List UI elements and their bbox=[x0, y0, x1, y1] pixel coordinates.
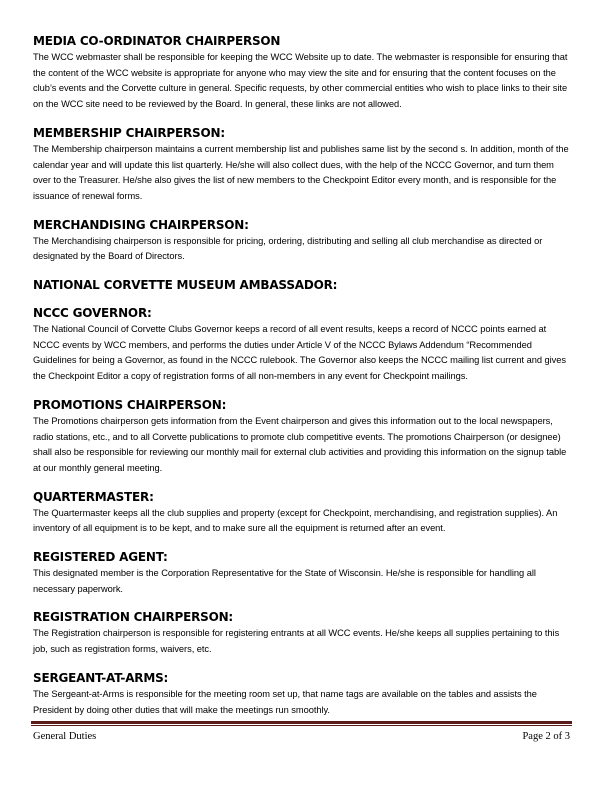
section-heading: SERGEANT-AT-ARMS: bbox=[33, 670, 169, 685]
section-museum-ambassador bbox=[33, 277, 573, 293]
section-heading: QUARTERMASTER: bbox=[33, 489, 154, 504]
section-body: This designated member is the Corporation Representative for the State of Wisconsin. He/she is responsible for handling all necessary paperwork. bbox=[33, 568, 536, 594]
section-heading: PROMOTIONS CHAIRPERSON: bbox=[33, 397, 227, 412]
page-content bbox=[33, 33, 573, 730]
section-body: The Quartermaster keeps all the club supplies and property (except for Checkpoint, merchandising, and registration supplies). An inventory of all equipment is to be kept, and to make sure all the equipment is returned after an event. bbox=[33, 507, 558, 534]
section-sergeant-at-arms bbox=[33, 670, 573, 718]
section-membership bbox=[33, 125, 573, 205]
section-heading: MEDIA CO-ORDINATOR CHAIRPERSON bbox=[33, 34, 281, 48]
section-quartermaster bbox=[33, 489, 573, 537]
section-nccc-governor bbox=[33, 305, 573, 385]
footer-row bbox=[31, 731, 572, 742]
section-heading: NCCC GOVERNOR: bbox=[33, 306, 152, 321]
footer-rule-thin bbox=[31, 725, 572, 726]
section-heading: MEMBERSHIP CHAIRPERSON: bbox=[33, 125, 225, 140]
section-merchandising bbox=[33, 217, 573, 265]
section-body: The WCC webmaster shall be responsible for keeping the WCC Website up to date. The webmaster is responsible for ensuring that the content of the WCC website is appropriate for anyone who may view the site and for ensuring that the content focuses on the club’s events and the Corvette culture in general. Specific requests, by other commercial entities who wish to place links to their site on the WCC site need to be reviewed by the Board. In general, these links are not allowed. bbox=[33, 52, 568, 110]
section-registration bbox=[33, 609, 573, 657]
section-heading: REGISTERED AGENT: bbox=[33, 550, 168, 565]
section-media-coordinator bbox=[33, 33, 573, 113]
section-heading: NATIONAL CORVETTE MUSEUM AMBASSADOR: bbox=[33, 278, 338, 293]
section-registered-agent bbox=[33, 549, 573, 597]
footer-rule-thick bbox=[31, 721, 572, 724]
section-body: The Registration chairperson is responsible for registering entrants at all WCC events. He/she keeps all supplies pertaining to this job, such as registration forms, waivers, etc. bbox=[33, 628, 560, 655]
section-promotions bbox=[33, 397, 573, 477]
section-body: The Membership chairperson maintains a current membership list and publishes same list by the second s. In addition, month of the calendar year and will update this list quarterly. He/she will also collect dues, with the help of the NCCC Governor, and turn them over to the Treasurer. He/she also gives the list of new members to the Checkpoint Editor every month, and is responsible for the issuance of renewal forms. bbox=[33, 143, 569, 201]
section-body: The Merchandising chairperson is responsible for pricing, ordering, distributing and selling all club merchandise as directed or designated by the Board of Directors. bbox=[33, 235, 543, 262]
footer-page-number: Page 2 of 3 bbox=[522, 731, 570, 742]
section-body: The Promotions chairperson gets information from the Event chairperson and gives this information out to the local newspapers, radio stations, etc., and to all Corvette publications to promote club competitive events. The promotions Chairperson (or designee) shall also be responsible for reviewing our monthly mail for external club activities and providing this information on the signup table at our monthly general meeting. bbox=[33, 415, 567, 473]
section-body: The Sergeant-at-Arms is responsible for the meeting room set up, that name tags are available on the tables and assists the President by doing other duties that will make the meetings run smoothly. bbox=[33, 688, 537, 715]
footer-document-title: General Duties bbox=[33, 731, 97, 742]
section-heading: MERCHANDISING CHAIRPERSON: bbox=[33, 217, 249, 232]
section-heading: REGISTRATION CHAIRPERSON: bbox=[33, 610, 234, 625]
page-footer bbox=[31, 721, 572, 742]
section-body: The National Council of Corvette Clubs Governor keeps a record of all event results, keeps a record of NCCC points earned at NCCC events by WCC members, and performs the duties under Article V of the NCCC Bylaws Addendum “Recommended Guidelines for being a Governor, as found in the NCCC rulebook. The Governor also keeps the NCCC mailing list current and gives the Checkpoint Editor a copy of registration forms of all non-members in any event for Checkpoint mailings. bbox=[33, 324, 566, 382]
